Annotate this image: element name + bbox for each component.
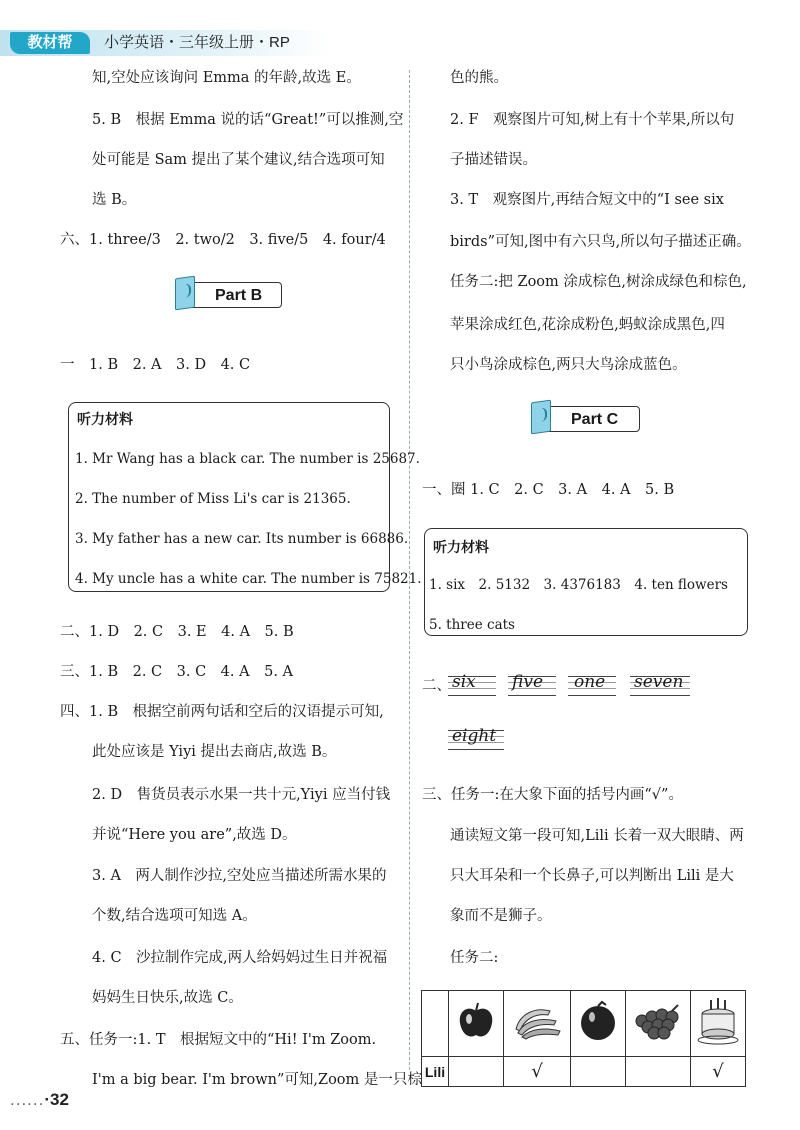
mark-cell: √ [504, 1057, 571, 1087]
header-badge: 教材帮 [10, 32, 90, 54]
grapes-cell [626, 991, 691, 1057]
text-line: 六、1. three/3 2. two/2 3. five/5 4. four/4 [60, 232, 386, 248]
text-line: birds”可知,图中有六只鸟,所以句子描述正确。 [450, 234, 751, 250]
section-2-label: 二、 [422, 678, 451, 694]
text-line: 只小鸟涂成棕色,两只大鸟涂成蓝色。 [450, 357, 687, 373]
listening-line: 3. My father has a new car. Its number is 66886. [75, 531, 409, 547]
food-table [421, 990, 746, 1087]
handwritten-word: five [512, 672, 544, 692]
text-line: 色的熊。 [450, 70, 508, 86]
empty-cell [422, 991, 449, 1057]
text-line: 2. D 售货员表示水果一共十元,Yiyi 应当付钱 [92, 787, 391, 803]
mark-cell [571, 1057, 626, 1087]
text-line: 任务二: [450, 950, 499, 966]
cake-cell [690, 991, 745, 1057]
text-line: 并说“Here you are”,故选 D。 [92, 827, 297, 843]
apple-icon [454, 999, 498, 1043]
text-line: 四、1. B 根据空前两句话和空后的汉语提示可知, [60, 704, 384, 720]
listening-line: 1. Mr Wang has a black car. The number is 25687. [75, 451, 420, 467]
page-header [0, 30, 330, 56]
listening-line: 4. My uncle has a white car. The number is 75821. [75, 571, 422, 587]
part-b-heading [186, 282, 282, 308]
header-title: 小学英语・三年级上册・RP [104, 34, 290, 51]
bananas-icon [510, 999, 564, 1043]
listening-line: 1. six 2. 5132 3. 4376183 4. ten flowers [429, 577, 728, 593]
mark-cell [449, 1057, 504, 1087]
row-label: Lili [422, 1057, 449, 1087]
orange-cell [571, 991, 626, 1057]
listening-title: 听力材料 [433, 539, 489, 555]
text-line: 3. T 观察图片,再结合短文中的“I see six [450, 192, 724, 208]
text-line: 三、任务一:在大象下面的括号内画“√”。 [422, 787, 683, 803]
handwritten-word: eight [452, 726, 497, 746]
text-line: 一 1. B 2. A 3. D 4. C [60, 357, 251, 373]
page-number-dots: ...... [10, 1090, 45, 1109]
text-line: 二、1. D 2. C 3. E 4. A 5. B [60, 624, 294, 640]
book-icon [175, 276, 195, 311]
text-line: 一、圈 1. C 2. C 3. A 4. A 5. B [422, 482, 675, 498]
text-line: 通读短文第一段可知,Lili 长着一双大眼睛、两 [450, 828, 744, 844]
text-line: I'm a big bear. I'm brown”可知,Zoom 是一只棕 [92, 1072, 422, 1088]
text-line: 4. C 沙拉制作完成,两人给妈妈过生日并祝福 [92, 950, 388, 966]
handwritten-word: six [452, 672, 476, 692]
cake-icon [696, 996, 740, 1046]
text-line: 妈妈生日快乐,故选 C。 [92, 990, 243, 1006]
text-line: 苹果涂成红色,花涂成粉色,蚂蚁涂成黑色,四 [450, 317, 725, 333]
text-line: 只大耳朵和一个长鼻子,可以判断出 Lili 是大 [450, 868, 734, 884]
part-c-heading [542, 406, 640, 432]
part-c-label: Part C [571, 411, 619, 428]
listening-material-box-c [424, 528, 748, 636]
text-line: 任务二:把 Zoom 涂成棕色,树涂成绿色和棕色, [450, 274, 747, 290]
listening-line: 5. three cats [429, 617, 515, 633]
text-line: 五、任务一:1. T 根据短文中的“Hi! I'm Zoom. [60, 1032, 377, 1048]
text-line: 象而不是狮子。 [450, 908, 552, 924]
text-line: 2. F 观察图片可知,树上有十个苹果,所以句 [450, 112, 735, 128]
text-line: 个数,结合选项可知选 A。 [92, 908, 257, 924]
text-line: 处可能是 Sam 提出了某个建议,结合选项可知 [92, 152, 385, 168]
listening-material-box [68, 402, 422, 592]
listening-title: 听力材料 [77, 411, 133, 427]
text-line: 子描述错误。 [450, 152, 537, 168]
mark-cell: √ [690, 1057, 745, 1087]
handwritten-word: one [574, 672, 606, 692]
bananas-cell [504, 991, 571, 1057]
text-line: 知,空处应该询问 Emma 的年龄,故选 E。 [92, 70, 361, 86]
part-b-label: Part B [215, 287, 263, 304]
grapes-icon [632, 999, 684, 1043]
apple-cell [449, 991, 504, 1057]
orange-icon [576, 999, 620, 1043]
text-line: 5. B 根据 Emma 说的话“Great!”可以推测,空 [92, 112, 404, 128]
page-number: ......·32 [10, 1090, 69, 1109]
lili-row [422, 1057, 746, 1087]
text-line: 此处应该是 Yiyi 提出去商店,故选 B。 [92, 744, 337, 760]
listening-line: 2. The number of Miss Li's car is 21365. [75, 491, 351, 507]
text-line: 3. A 两人制作沙拉,空处应当描述所需水果的 [92, 868, 387, 884]
handwritten-word: seven [634, 672, 684, 692]
text-line: 三、1. B 2. C 3. C 4. A 5. A [60, 664, 294, 680]
book-icon [531, 400, 551, 435]
mark-cell [626, 1057, 691, 1087]
picture-row [422, 991, 746, 1057]
text-line: 选 B。 [92, 192, 137, 208]
